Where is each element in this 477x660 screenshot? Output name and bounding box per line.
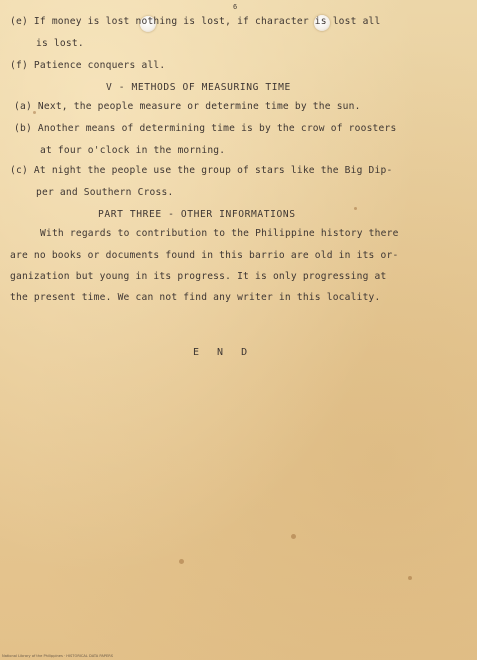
stain-spot (354, 207, 357, 210)
text-line-12: are no books or documents found in this barrio are old in its or- (10, 250, 399, 261)
end-marker: E N D (193, 347, 254, 358)
text-line-2: is lost. (36, 38, 84, 49)
text-line-3: (f) Patience conquers all. (10, 60, 166, 71)
stain-spot (408, 576, 412, 580)
text-line-11: With regards to contribution to the Philippine history there (40, 228, 399, 239)
text-line-6: (b) Another means of determining time is by the crow of roosters (14, 123, 397, 134)
stain-spot (33, 111, 36, 114)
text-line-13: ganization but young in its progress. It is only progressing at (10, 271, 387, 282)
text-line-8: (c) At night the people use the group of stars like the Big Dip- (10, 165, 393, 176)
page-number: 6 (233, 3, 238, 11)
text-line-5: (a) Next, the people measure or determine time by the sun. (14, 101, 361, 112)
archive-footer: National Library of the Philippines · HISTORICAL DATA PAPERS (2, 654, 114, 658)
text-line-7: at four o'clock in the morning. (40, 145, 226, 156)
text-line-9: per and Southern Cross. (36, 187, 174, 198)
text-line-1: (e) If money is lost nothing is lost, if character is lost all (10, 16, 381, 27)
section-heading-part-three: PART THREE - OTHER INFORMATIONS (98, 209, 296, 220)
stain-spot (291, 534, 296, 539)
stain-spot (179, 559, 184, 564)
section-heading-methods: V - METHODS OF MEASURING TIME (106, 82, 291, 93)
text-line-14: the present time. We can not find any writer in this locality. (10, 292, 381, 303)
